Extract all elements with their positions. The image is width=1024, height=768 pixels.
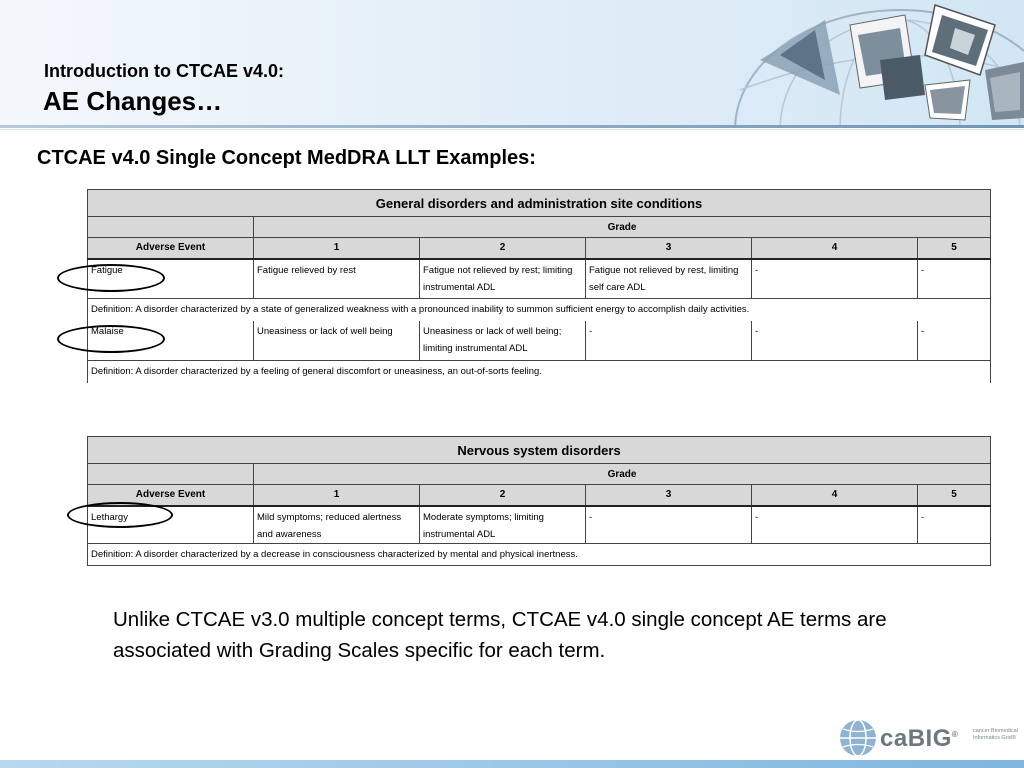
grade-5-cell: - xyxy=(918,259,991,299)
cabig-logo xyxy=(838,718,1018,758)
grade-header: Grade xyxy=(254,464,991,485)
grade-3-cell: - xyxy=(586,321,752,361)
slide-subtitle: Introduction to CTCAE v4.0: xyxy=(44,61,284,81)
category-header: Nervous system disorders xyxy=(88,437,991,464)
grade-1-cell: Fatigue relieved by rest xyxy=(254,259,420,299)
ctcae-table-nervous-system xyxy=(87,436,991,566)
grade-2-cell: Moderate symptoms; limiting instrumental ADL xyxy=(420,506,586,544)
table-row xyxy=(88,321,991,361)
column-header-grade-4: 4 xyxy=(752,485,918,506)
table-row xyxy=(88,506,991,544)
definition-text: Definition: A disorder characterized by a decrease in consciousness characterized by mental and physical inertness. xyxy=(88,543,991,565)
section-heading: CTCAE v4.0 Single Concept MedDRA LLT Examples: xyxy=(37,147,536,169)
ctcae-table-general-disorders xyxy=(87,189,991,383)
grade-5-cell: - xyxy=(918,321,991,361)
grade-2-cell: Uneasiness or lack of well being; limiting instrumental ADL xyxy=(420,321,586,361)
column-header-grade-3: 3 xyxy=(586,485,752,506)
grade-header-spacer xyxy=(88,464,254,485)
adverse-event-term: Fatigue xyxy=(88,259,254,299)
grade-3-cell: Fatigue not relieved by rest, limiting self care ADL xyxy=(586,259,752,299)
adverse-event-term: Lethargy xyxy=(88,506,254,544)
column-header-grade-3: 3 xyxy=(586,238,752,259)
grade-3-cell: - xyxy=(586,506,752,544)
header-divider xyxy=(0,125,1024,128)
definition-text: Definition: A disorder characterized by a feeling of general discomfort or uneasiness, an out-of-sorts feeling. xyxy=(88,361,991,383)
column-header-grade-1: 1 xyxy=(254,485,420,506)
definition-row xyxy=(88,361,991,383)
grade-2-cell: Fatigue not relieved by rest; limiting instrumental ADL xyxy=(420,259,586,299)
grade-5-cell: - xyxy=(918,506,991,544)
column-header-adverse-event: Adverse Event xyxy=(88,485,254,506)
slide-title: AE Changes… xyxy=(43,86,223,116)
column-header-adverse-event: Adverse Event xyxy=(88,238,254,259)
globe-logo-icon xyxy=(838,718,878,758)
column-header-grade-1: 1 xyxy=(254,238,420,259)
grade-4-cell: - xyxy=(752,259,918,299)
column-header-grade-5: 5 xyxy=(918,238,991,259)
cabig-wordmark: caBIG® xyxy=(880,725,959,752)
highlight-ellipse-malaise xyxy=(57,325,165,353)
column-header-grade-4: 4 xyxy=(752,238,918,259)
adverse-event-term: Malaise xyxy=(88,321,254,361)
definition-text: Definition: A disorder characterized by a state of generalized weakness with a pronounced inability to summon sufficient energy to accomplish daily activities. xyxy=(88,299,991,321)
definition-row xyxy=(88,543,991,565)
column-header-grade-2: 2 xyxy=(420,485,586,506)
highlight-ellipse-lethargy xyxy=(67,502,173,528)
grade-1-cell: Mild symptoms; reduced alertness and awareness xyxy=(254,506,420,544)
highlight-ellipse-fatigue xyxy=(57,264,165,292)
grade-header-spacer xyxy=(88,217,254,238)
slide-header xyxy=(0,0,1024,126)
column-header-grade-2: 2 xyxy=(420,238,586,259)
table-row xyxy=(88,259,991,299)
definition-row xyxy=(88,299,991,321)
grade-header: Grade xyxy=(254,217,991,238)
cabig-tagline: cancer Biomedical Informatics Grid® xyxy=(973,728,1018,741)
grade-4-cell: - xyxy=(752,321,918,361)
grade-1-cell: Uneasiness or lack of well being xyxy=(254,321,420,361)
column-header-grade-5: 5 xyxy=(918,485,991,506)
grade-4-cell: - xyxy=(752,506,918,544)
header-divider-secondary xyxy=(0,129,1024,130)
globe-montage-graphic xyxy=(730,0,1024,126)
footer-bar xyxy=(0,760,1024,768)
category-header: General disorders and administration site conditions xyxy=(88,190,991,217)
explanation-note: Unlike CTCAE v3.0 multiple concept terms, CTCAE v4.0 single concept AE terms are associated with Grading Scales specific for each term. xyxy=(113,608,887,662)
